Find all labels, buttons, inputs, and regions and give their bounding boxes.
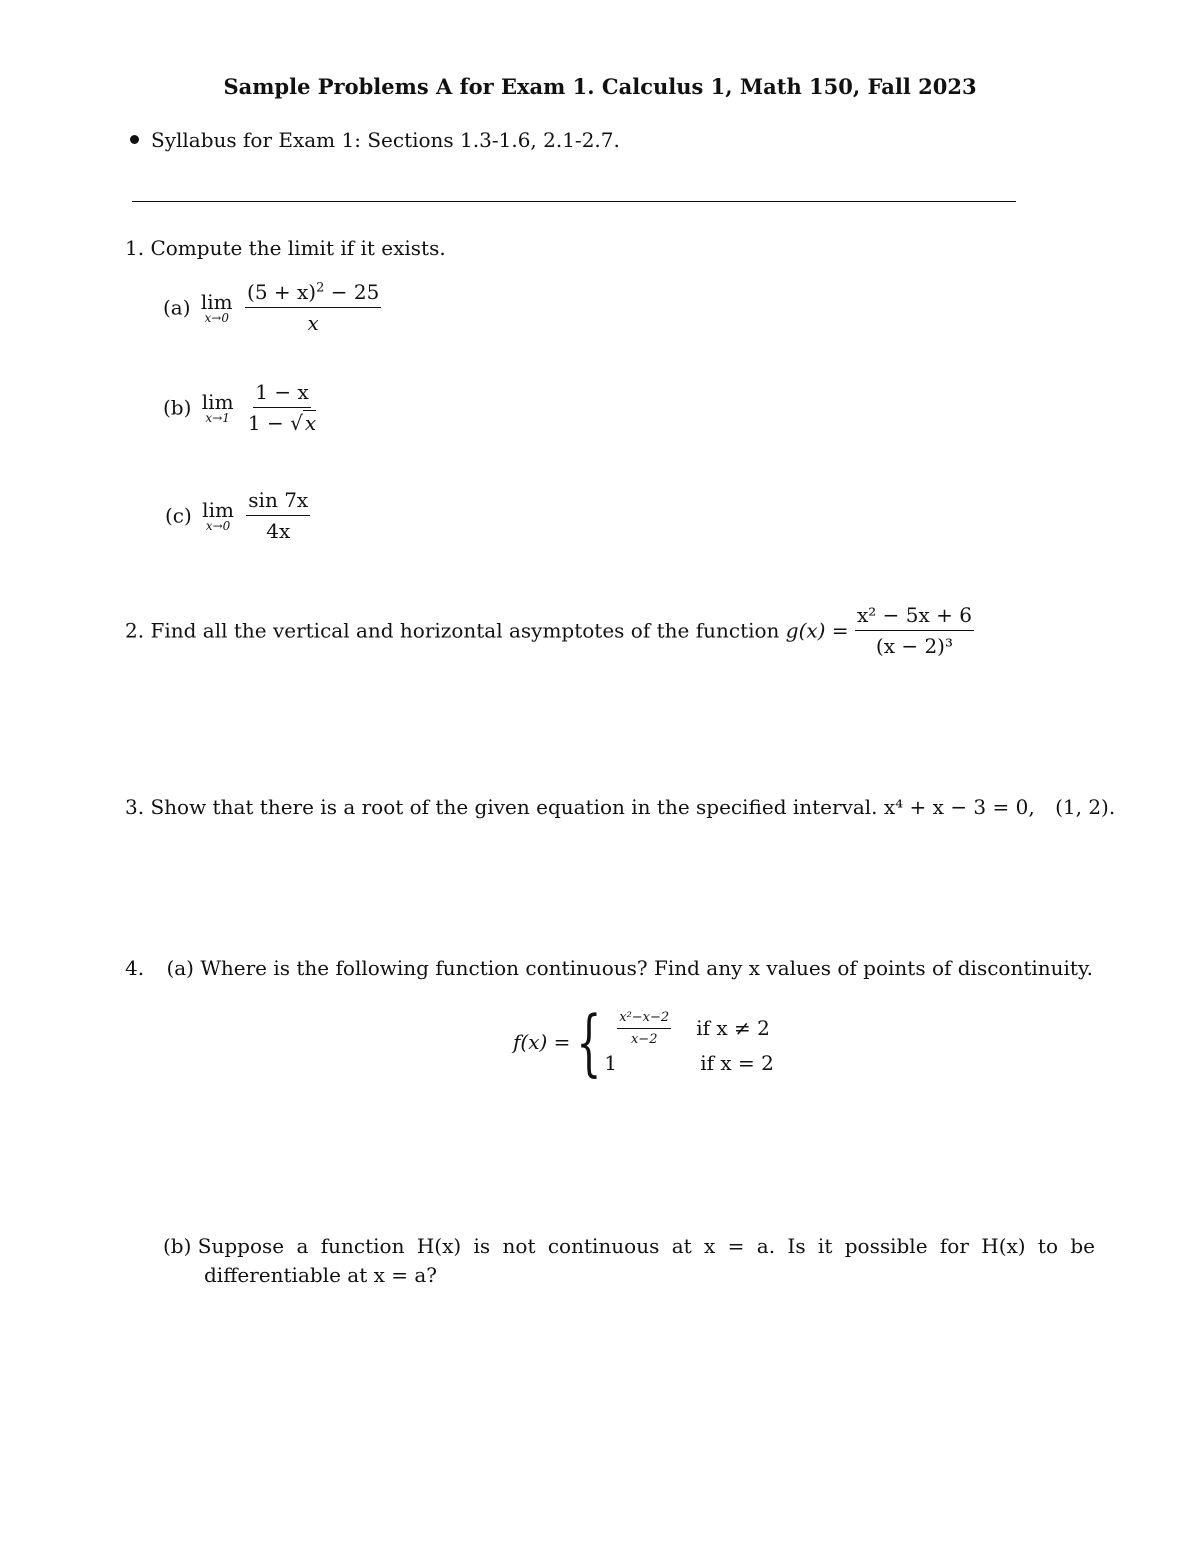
case-1-fraction: $\frac{\text{x²−x−2}}{x-2}$ bbox=[619, 1009, 670, 1047]
problem-4b-line1: Suppose a function H(x) is not continuous at x = a. Is it possible for H(x) to be bbox=[197, 1234, 1096, 1258]
sqrt-icon: √ bbox=[290, 411, 303, 435]
problem-1b bbox=[163, 380, 318, 435]
part-a-label: (a) bbox=[163, 295, 191, 320]
problem-4a bbox=[125, 956, 1093, 980]
numerator: $(5 + x)^2 - 25$ bbox=[245, 280, 381, 308]
problem-3 bbox=[125, 795, 1115, 819]
problem-2-number: 2. bbox=[125, 618, 145, 643]
denominator: 4x bbox=[266, 519, 291, 543]
divider bbox=[132, 201, 1016, 202]
problem-2-text: Find all the vertical and horizontal asymptotes of the function bbox=[150, 618, 780, 643]
problem-4b bbox=[163, 1234, 1095, 1258]
equation: x⁴ + x − 3 = 0, bbox=[883, 795, 1035, 819]
problem-1a bbox=[163, 280, 381, 335]
numerator: sin 7x bbox=[246, 488, 310, 516]
fraction-1a bbox=[245, 280, 381, 335]
problem-2 bbox=[125, 603, 974, 658]
left-brace-icon: { bbox=[576, 1000, 602, 1084]
part-b-label: (b) bbox=[163, 395, 192, 420]
cases bbox=[604, 1010, 774, 1075]
numerator: x² − 5x + 6 bbox=[855, 603, 974, 631]
page-title: Sample Problems A for Exam 1. Calculus 1, Math 150, Fall 2023 bbox=[223, 74, 977, 99]
function-f: f(x) = bbox=[513, 1030, 571, 1054]
case-1 bbox=[604, 1010, 774, 1047]
part-a-label: (a) bbox=[166, 956, 194, 980]
problem-1-text: Compute the limit if it exists. bbox=[150, 236, 446, 260]
fraction-1c bbox=[246, 488, 310, 543]
fraction-1b bbox=[246, 380, 318, 435]
interval: (1, 2). bbox=[1055, 795, 1116, 819]
problem-4b-line2: differentiable at x = a? bbox=[204, 1263, 437, 1287]
limit-operator: lim x→0 bbox=[202, 498, 234, 533]
problem-3-text: Show that there is a root of the given equation in the specified interval. bbox=[150, 795, 878, 819]
problem-1 bbox=[125, 236, 446, 260]
limit-operator: lim x→0 bbox=[200, 290, 233, 325]
syllabus-text: Syllabus for Exam 1: Sections 1.3-1.6, 2.1-2.7. bbox=[151, 128, 620, 152]
denominator: x bbox=[307, 311, 319, 335]
problem-1c bbox=[165, 488, 310, 543]
limit-operator: lim x→1 bbox=[201, 390, 234, 425]
numerator: 1 − x bbox=[253, 380, 310, 408]
problem-4a-text: Where is the following function continuous? Find any x values of points of discontinuity. bbox=[200, 956, 1093, 980]
part-b-label: (b) bbox=[163, 1234, 192, 1258]
syllabus-item bbox=[130, 128, 620, 152]
fraction-g bbox=[855, 603, 974, 658]
part-c-label: (c) bbox=[165, 503, 192, 528]
function-g: g(x) = bbox=[785, 618, 849, 643]
case-1-condition: if x ≠ 2 bbox=[696, 1016, 770, 1040]
case-2-condition: if x = 2 bbox=[700, 1050, 774, 1075]
bullet-icon bbox=[130, 135, 139, 144]
case-2 bbox=[604, 1051, 774, 1075]
denominator: (x − 2)³ bbox=[875, 634, 954, 658]
denominator: 1 − √ x bbox=[247, 411, 317, 435]
problem-1-number: 1. bbox=[125, 236, 145, 260]
piecewise-function bbox=[513, 1000, 774, 1084]
problem-4-number: 4. bbox=[125, 956, 145, 980]
problem-3-number: 3. bbox=[125, 795, 145, 819]
case-2-value: 1 bbox=[604, 1050, 617, 1075]
